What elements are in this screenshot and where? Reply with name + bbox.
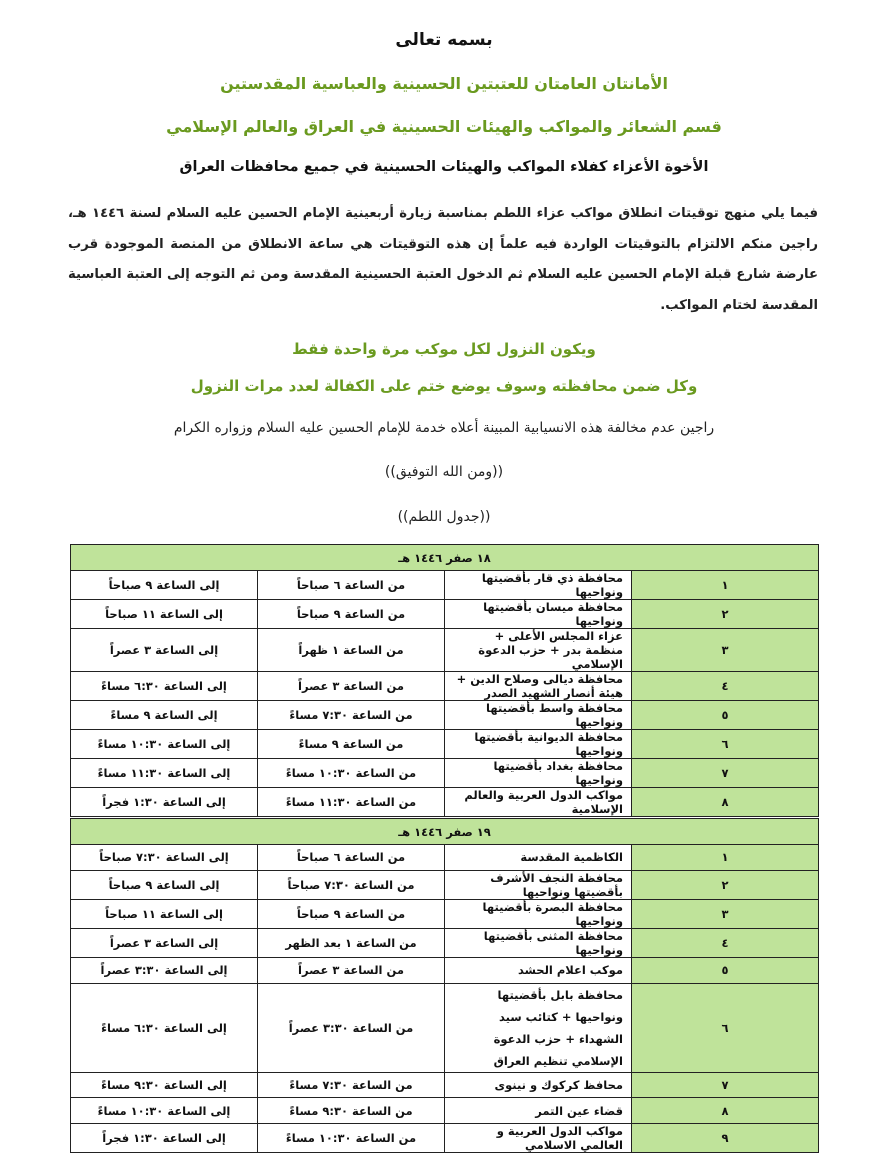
department-title: قسم الشعائر والمواكب والهيئات الحسينية في العراق والعالم الإسلامي <box>166 117 722 136</box>
table-row <box>71 788 819 817</box>
row-number: ٢ <box>632 870 819 899</box>
procession-name: الكاظمية المقدسة <box>445 845 632 871</box>
start-time: من الساعة ٣ عصراً <box>258 957 445 983</box>
start-time: من الساعة ١٠:٣٠ مساءً <box>258 759 445 788</box>
table-row <box>71 600 819 629</box>
row-number: ٧ <box>632 759 819 788</box>
end-time: إلى الساعة ٧:٣٠ صباحاً <box>71 845 258 871</box>
end-time: إلى الساعة ١٠:٣٠ مساءً <box>71 1098 258 1124</box>
row-number: ٥ <box>632 957 819 983</box>
row-number: ١ <box>632 845 819 871</box>
schedule-table-day-19 <box>70 818 819 1153</box>
green-note-1: ويكون النزول لكل موكب مرة واحدة فقط <box>292 340 596 358</box>
end-time: إلى الساعة ١١ صباحاً <box>71 600 258 629</box>
table-row <box>71 629 819 672</box>
procession-name: محافظة واسط بأقضيتها ونواحيها <box>445 701 632 730</box>
start-time: من الساعة ٦ صباحاً <box>258 571 445 600</box>
procession-name: محافظة ذي قار بأقضيتها ونواحيها <box>445 571 632 600</box>
procession-name: عزاء المجلس الأعلى + منظمة بدر + حزب الدعوة الإسلامي <box>445 629 632 672</box>
end-time: إلى الساعة ٦:٣٠ مساءً <box>71 983 258 1072</box>
closing-text: ((ومن الله التوفيق)) <box>384 464 504 480</box>
procession-name: موكب اعلام الحشد <box>445 957 632 983</box>
end-time: إلى الساعة ٩:٣٠ مساءً <box>71 1072 258 1098</box>
organization-title: الأمانتان العامتان للعتبتين الحسينية والعباسية المقدستين <box>220 74 668 93</box>
plea-text: راجين عدم مخالفة هذه الانسيابية المبينة أعلاه خدمة للإمام الحسين عليه السلام وزواره الكرام <box>173 420 715 436</box>
procession-name: قضاء عين التمر <box>445 1098 632 1124</box>
row-number: ١ <box>632 571 819 600</box>
start-time: من الساعة ٦ صباحاً <box>258 845 445 871</box>
table-row <box>71 759 819 788</box>
end-time: إلى الساعة ٩ صباحاً <box>71 870 258 899</box>
table-row <box>71 571 819 600</box>
start-time: من الساعة ٧:٣٠ صباحاً <box>258 870 445 899</box>
start-time: من الساعة ١١:٣٠ مساءً <box>258 788 445 817</box>
procession-name: محافظة بغداد بأقضيتها ونواحيها <box>445 759 632 788</box>
start-time: من الساعة ٩:٣٠ مساءً <box>258 1098 445 1124</box>
procession-name: محافظة بابل بأقضيتها ونواحيها + كتائب سيد الشهداء + حزب الدعوة الإسلامي تنظيم العراق <box>445 983 632 1072</box>
row-number: ٦ <box>632 983 819 1072</box>
green-note-2: وكل ضمن محافظته وسوف يوضع ختم على الكفالة لعدد مرات النزول <box>190 377 698 395</box>
table-row <box>71 672 819 701</box>
table-date: ١٩ صفر ١٤٤٦ هـ <box>71 819 819 845</box>
row-number: ٤ <box>632 928 819 957</box>
end-time: إلى الساعة ٦:٣٠ مساءً <box>71 672 258 701</box>
start-time: من الساعة ٣ عصراً <box>258 672 445 701</box>
end-time: إلى الساعة ٣:٣٠ عصراً <box>71 957 258 983</box>
start-time: من الساعة ١ ظهراً <box>258 629 445 672</box>
end-time: إلى الساعة ١١ صباحاً <box>71 899 258 928</box>
procession-name: مواكب الدول العربية والعالم الإسلامية <box>445 788 632 817</box>
table-row <box>71 730 819 759</box>
row-number: ٣ <box>632 629 819 672</box>
table-row <box>71 899 819 928</box>
end-time: إلى الساعة ١:٣٠ فجراً <box>71 788 258 817</box>
start-time: من الساعة ٩ صباحاً <box>258 600 445 629</box>
end-time: إلى الساعة ٣ عصراً <box>71 928 258 957</box>
row-number: ٧ <box>632 1072 819 1098</box>
start-time: من الساعة ٩ مساءً <box>258 730 445 759</box>
start-time: من الساعة ٧:٣٠ مساءً <box>258 1072 445 1098</box>
start-time: من الساعة ٣:٣٠ عصراً <box>258 983 445 1072</box>
end-time: إلى الساعة ١١:٣٠ مساءً <box>71 759 258 788</box>
table-row <box>71 870 819 899</box>
table-date-header <box>71 819 819 845</box>
procession-name: محافظة المثنى بأقضيتها ونواحيها <box>445 928 632 957</box>
addressee-line: الأخوة الأعزاء كفلاء المواكب والهيئات الحسينية في جميع محافظات العراق <box>179 159 709 175</box>
end-time: إلى الساعة ١:٣٠ فجراً <box>71 1124 258 1153</box>
end-time: إلى الساعة ١٠:٣٠ مساءً <box>71 730 258 759</box>
procession-name: محافظة الديوانية بأقضيتها ونواحيها <box>445 730 632 759</box>
end-time: إلى الساعة ٩ صباحاً <box>71 571 258 600</box>
start-time: من الساعة ١٠:٣٠ مساءً <box>258 1124 445 1153</box>
row-number: ٩ <box>632 1124 819 1153</box>
table-row <box>71 983 819 1072</box>
procession-name: محافظة ميسان بأقضيتها ونواحيها <box>445 600 632 629</box>
table-date: ١٨ صفر ١٤٤٦ هـ <box>71 545 819 571</box>
start-time: من الساعة ٩ صباحاً <box>258 899 445 928</box>
table-caption: ((جدول اللطم)) <box>397 509 491 525</box>
procession-name: محافظة النجف الأشرف بأقضيتها ونواحيها <box>445 870 632 899</box>
table-row <box>71 845 819 871</box>
table-row <box>71 1072 819 1098</box>
schedule-table-day-18 <box>70 544 819 817</box>
intro-paragraph: فيما يلي منهج توقيتات انطلاق مواكب عزاء اللطم بمناسبة زيارة أربعينية الإمام الحسين عليه السلام لسنة ١٤٤٦ هـ، راجين منكم الالتزام بالتوقيتات الواردة فيه علماً إن هذه التوقيتات هي ساعة الانطلاق من المنصة الموجودة قرب عارضة شارع قبلة الإمام الحسين عليه السلام ثم الدخول العتبة الحسينية المقدسة ومن ثم التوجه إلى العتبة العباسية المقدسة لختام المواكب. <box>68 206 818 313</box>
table-row <box>71 1124 819 1153</box>
table-row <box>71 701 819 730</box>
row-number: ٢ <box>632 600 819 629</box>
procession-name: محافظة ديالى وصلاح الدين + هيئة أنصار الشهيد الصدر <box>445 672 632 701</box>
row-number: ٥ <box>632 701 819 730</box>
table-row <box>71 928 819 957</box>
end-time: إلى الساعة ٣ عصراً <box>71 629 258 672</box>
table-date-header <box>71 545 819 571</box>
row-number: ٨ <box>632 788 819 817</box>
basmala-heading: بسمه تعالى <box>395 30 493 50</box>
end-time: إلى الساعة ٩ مساءً <box>71 701 258 730</box>
procession-name: محافظة البصرة بأقضيتها ونواحيها <box>445 899 632 928</box>
table-row <box>71 1098 819 1124</box>
procession-name: محافظ كركوك و نينوى <box>445 1072 632 1098</box>
start-time: من الساعة ١ بعد الظهر <box>258 928 445 957</box>
row-number: ٨ <box>632 1098 819 1124</box>
table-row <box>71 957 819 983</box>
start-time: من الساعة ٧:٣٠ مساءً <box>258 701 445 730</box>
procession-name: مواكب الدول العربية و العالمي الاسلامي <box>445 1124 632 1153</box>
row-number: ٤ <box>632 672 819 701</box>
row-number: ٦ <box>632 730 819 759</box>
row-number: ٣ <box>632 899 819 928</box>
